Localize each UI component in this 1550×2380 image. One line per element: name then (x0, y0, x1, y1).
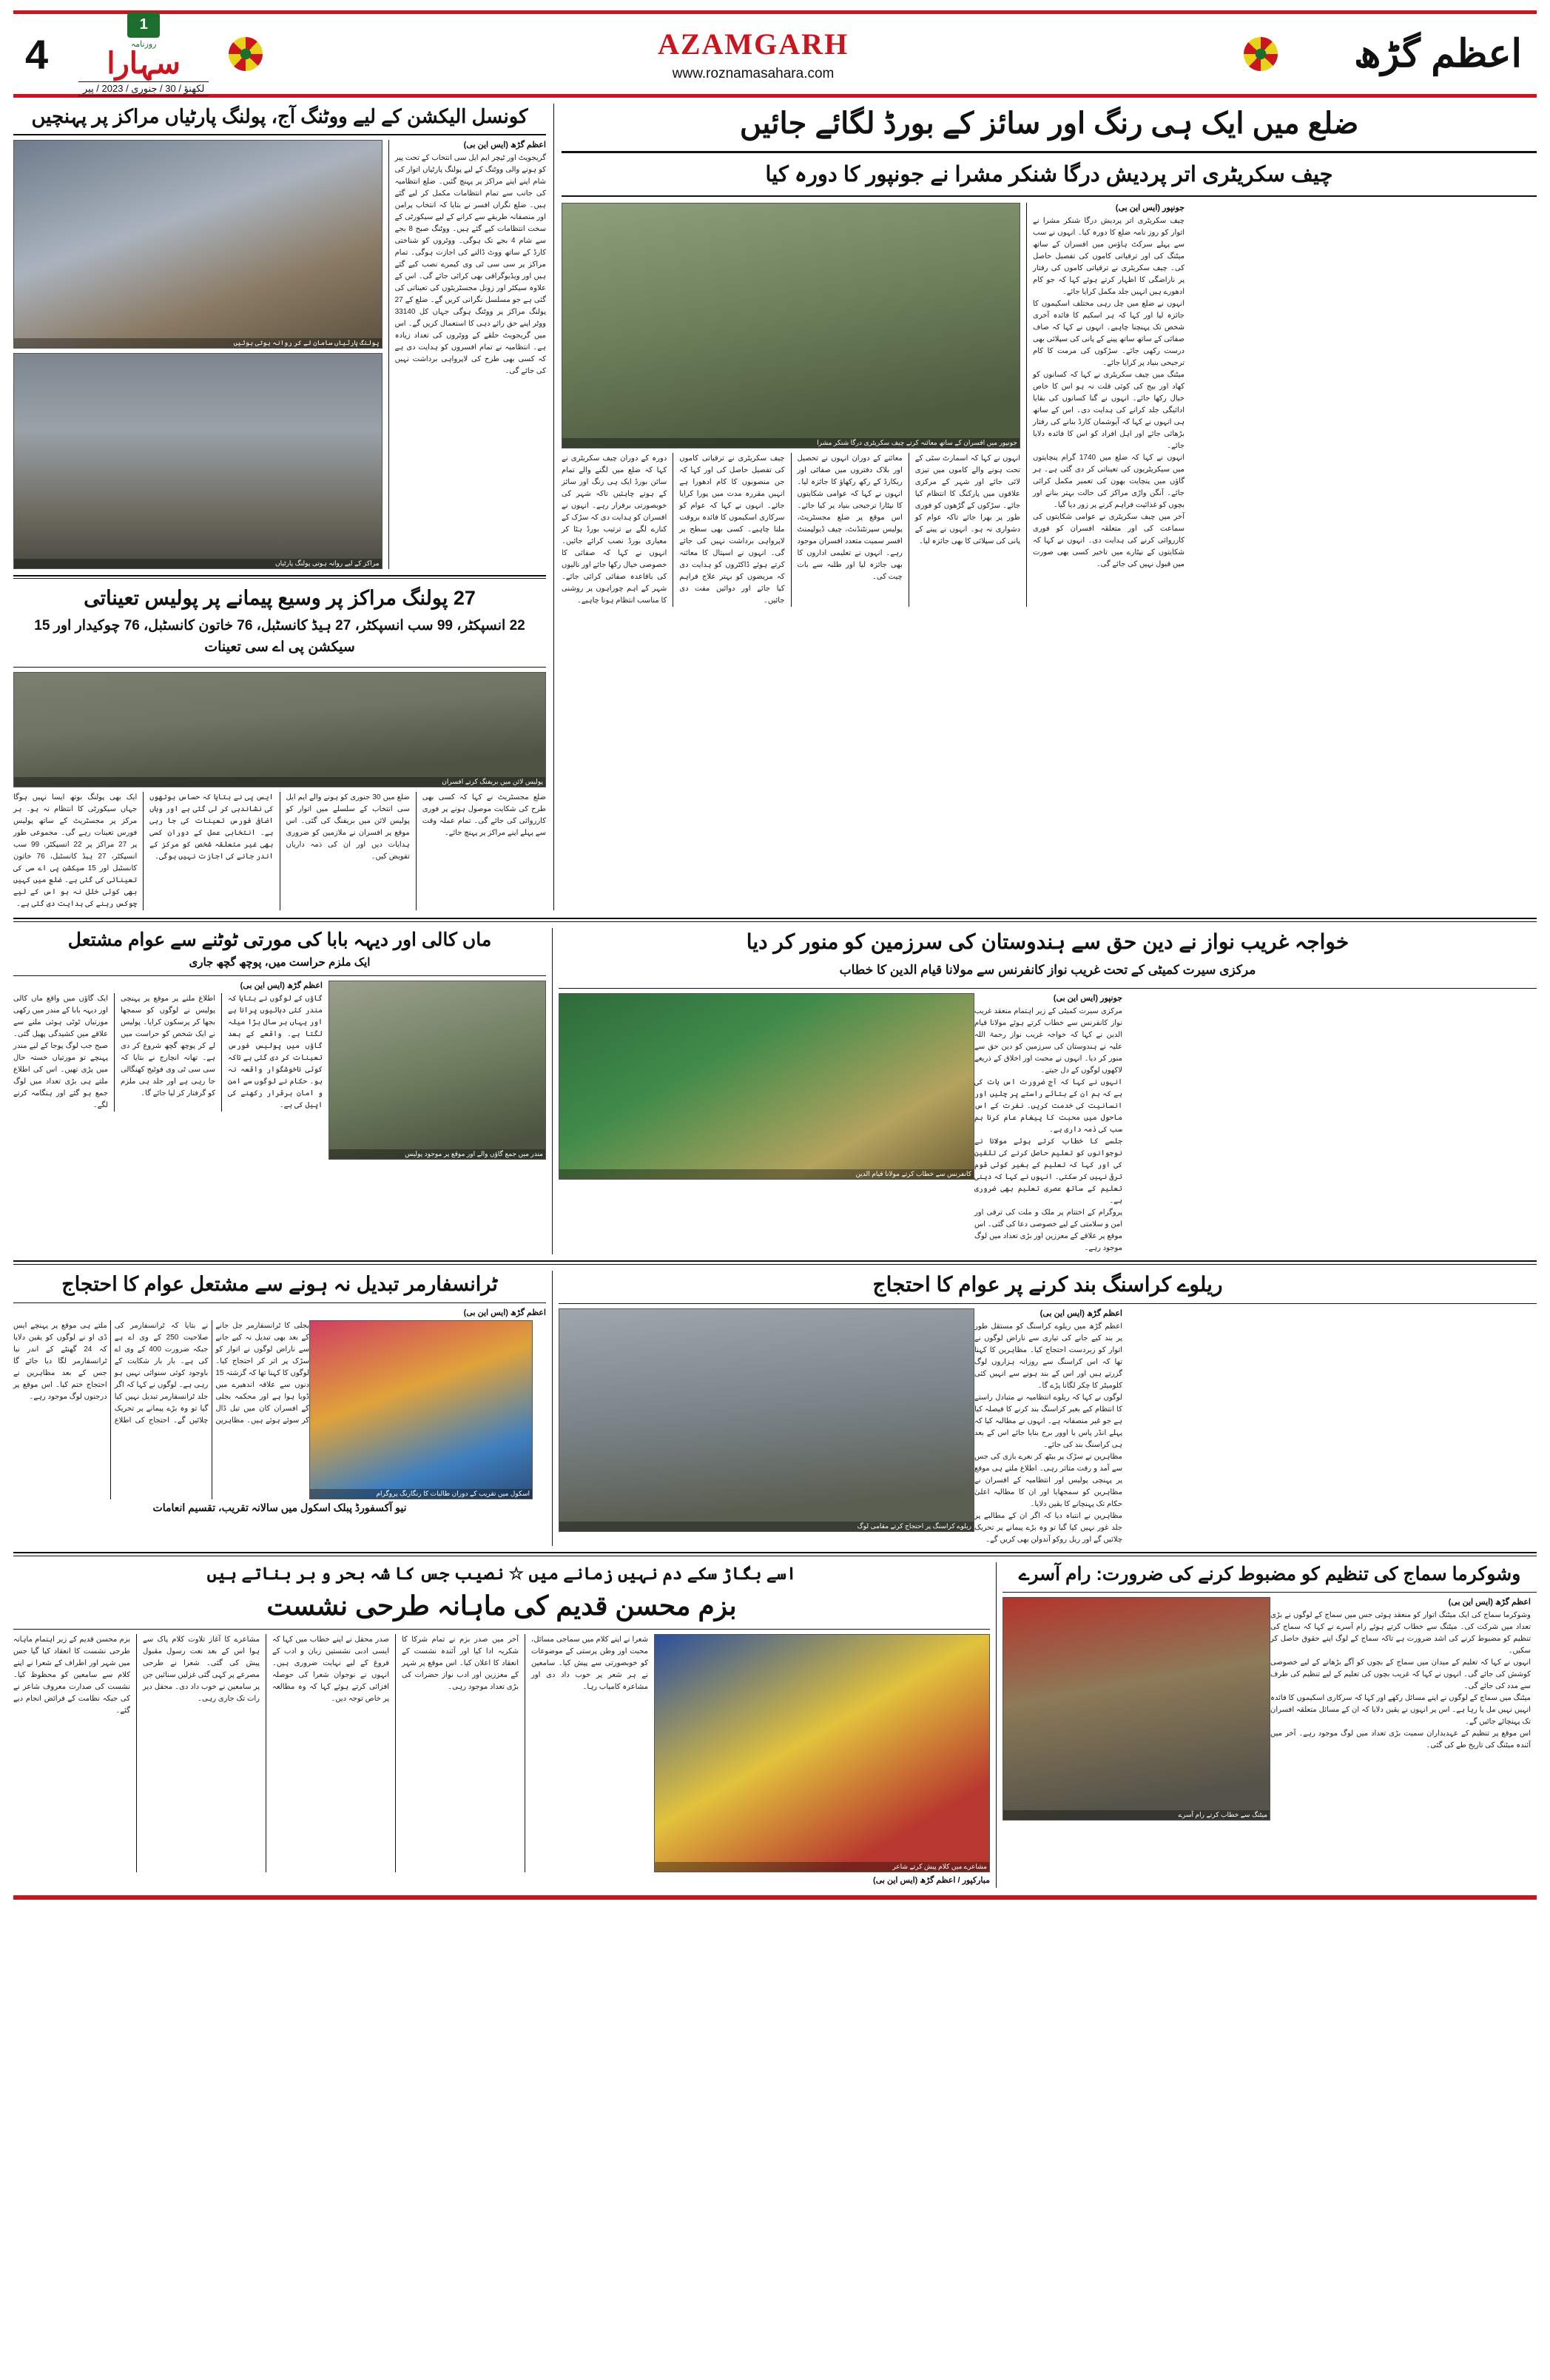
temple-body-c3: گاؤں کے لوگوں نے بتایا کہ مندر کئی دہائیوں پرانا ہے اور یہاں ہر سال بڑا میلہ لگتا ہے۔ واقعے کے بعد گاؤں میں پولیس فورس تعینات کر دی گئی ہے تاکہ کوئی ناخوشگوار واقعہ نہ ہو۔ حکام نے لوگوں سے امن و امان برقرار رکھنے کی اپیل کی ہے۔ (228, 994, 323, 1109)
divider (1003, 1592, 1537, 1593)
masthead-center (263, 27, 1244, 82)
railway-body-p4: مظاہرین نے انتباہ دیا کہ اگر ان کے مطالبے پر جلد غور نہیں کیا گیا تو وہ بڑے پیمانے پر تحریک چلائیں گے اور ریل روکو آندولن بھی کریں گے۔ (974, 1512, 1122, 1544)
subhead-police-deployment: 22 انسپکٹر، 99 سب انسپکٹر، 27 ہیڈ کانسٹبل، 76 خاتون کانسٹبل، 76 چوکیدار اور 15 سیکشن پی اے سی تعینات (34, 618, 525, 655)
column-divider (221, 993, 222, 1112)
khwaja-body-p3: جلسے کا خطاب کرتے ہوئے مولانا نے نوجوانوں کو تعلیم حاصل کرنے کی تلقین کی اور کہا کہ تعلیم کے بغیر کوئی قوم ترقی نہیں کر سکتی۔ انہوں نے کہا کہ دینی تعلیم کے ساتھ عصری تعلیم بھی ضروری ہے۔ (974, 1137, 1122, 1206)
section-row-3 (13, 1271, 1537, 1546)
photo-caption: پولنگ پارٹیاں سامان لے کر روانہ ہوتی ہوئیں (14, 338, 382, 348)
khwaja-story (559, 928, 1537, 1254)
headline-transformer: ٹرانسفارمر تبدیل نہ ہونے سے مشتعل عوام کا احتجاج (61, 1273, 498, 1296)
bazm-body-c4: آخر میں صدر بزم نے تمام شرکا کا شکریہ ادا کیا اور آئندہ نشست کے انعقاد کا اعلان کیا۔ اس موقع پر شہر کے معززین اور ادب نواز حضرات کی بڑی تعداد موجود رہی۔ (402, 1635, 519, 1691)
logo-top-text: روزنامہ (130, 39, 157, 49)
section-row-2 (13, 928, 1537, 1254)
byline: اعظم گڑھ (ایس این بی) (1039, 1309, 1122, 1319)
police-body-a: ایک بھی پولنگ بوتھ ایسا نہیں ہوگا جہاں سیکورٹی کا انتظام نہ ہو۔ ہر مرکز پر مجسٹریٹ کے ساتھ پولیس فورس تعینات رہے گی۔ مجموعی طور پر 27 مراکز پر 22 انسپکٹر، 99 سب انسپکٹر، 27 ہیڈ کانسٹبل، 76 خاتون کانسٹبل اور 15 سیکشن پی اے سی کی تعیناتی کی گئی ہے۔ ضلع میں کہیں بھی کوئی خلل نہ ہو اس کے لیے چوکس رہنے کی ہدایت دی گئی ہے۔ (13, 793, 138, 908)
railway-body-p2: لوگوں نے کہا کہ ریلوے انتظامیہ نے متبادل راستے کا انتظام کیے بغیر کراسنگ بند کرنے کا فیصلہ کیا ہے جو غیر منصفانہ ہے۔ انہوں نے مطالبہ کیا کہ پہلے انڈر پاس یا اوور برج بنایا جائے اس کے بعد ہی کراسنگ بند کی جائے۔ (974, 1394, 1122, 1450)
photo-mushaira (654, 1634, 990, 1872)
vishwakarma-story (1003, 1562, 1537, 1888)
right-narrow-column (1033, 203, 1185, 607)
subhead-khwaja: مرکزی سیرت کمیٹی کے تحت غریب نواز کانفرنس سے مولانا قیام الدین کا خطاب (839, 962, 1256, 977)
section-row-4 (13, 1562, 1537, 1888)
photo-polling-parties-2 (13, 353, 383, 569)
main-body-c3: معائنے کے دوران انہوں نے تحصیل اور بلاک دفتروں میں صفائی اور ریکارڈ کے رکھ رکھاؤ کا جائزہ لیا۔ انہوں نے کہا کہ عوامی شکایتوں کا نپٹارا ترجیحی بنیاد پر کیا جائے۔ اس موقع پر ضلع مجسٹریٹ، پولیس سپرنٹنڈنٹ، چیف ڈیولپمنٹ افسر سمیت متعدد افسران موجود رہے۔ انہوں نے تعلیمی اداروں کا بھی جائزہ لیا اور طلبہ سے بات چیت کی۔ (797, 454, 903, 582)
temple-body-c2: اطلاع ملنے پر موقع پر پہنچی پولیس نے لوگوں کو سمجھا بجھا کر پرسکون کرایا۔ پولیس نے ایک شخص کو حراست میں لے کر پوچھ گچھ شروع کر دی ہے۔ تھانہ انچارج نے بتایا کہ سی سی ٹی وی فوٹیج کھنگالی جا رہی ہے اور جلد ہی ملزم کو گرفتار کر لیا جائے گا۔ (121, 994, 215, 1097)
headline-school-function: نیو آکسفورڈ پبلک اسکول میں سالانہ تقریب، تقسیم انعامات (152, 1501, 407, 1513)
divider (13, 975, 546, 976)
khwaja-body-p1: مرکزی سیرت کمیٹی کے زیر اہتمام منعقد غریب نواز کانفرنس سے خطاب کرتے ہوئے مولانا قیام الدین نے کہا کہ خواجہ غریب نواز رحمۃ اللہ علیہ نے ہندوستان کی سرزمین کو دین حق سے منور کر دیا۔ انہوں نے محبت اور اخلاق کے ذریعے لاکھوں لوگوں کے دل جیتے۔ (974, 1007, 1122, 1075)
column-divider (114, 993, 115, 1112)
main-body-c1: دورہ کے دوران چیف سکریٹری نے کہا کہ ضلع میں لگنے والے تمام سائن بورڈ ایک ہی رنگ اور سائز کے ہونے چاہئیں تاکہ شہر کی خوبصورتی برقرار رہے۔ انہوں نے افسران کو ہدایت دی کہ سڑک کے کنارے لگے بے ترتیب بورڈ ہٹا کر معیاری بورڈ نصب کرائے جائیں۔ انہوں نے کہا کہ صفائی کا خصوصی خیال رکھا جائے اور نالیوں کی باقاعدہ صفائی کرائی جائے۔ شہر کے اہم چوراہوں پر روشنی کا مناسب انتظام ہونا چاہیے۔ (562, 454, 667, 605)
photo-vishwakarma-meeting (1003, 1597, 1270, 1821)
byline: اعظم گڑھ (ایس این بی) (240, 981, 323, 990)
right-body-p2: انہوں نے ضلع میں چل رہی مختلف اسکیموں کا جائزہ لیا اور کہا کہ ہر اسکیم کا فائدہ آخری شخص تک پہنچنا چاہیے۔ انہوں نے کہا کہ صاف صفائی کے ساتھ ساتھ پینے کے پانی کی سپلائی بھی درست رکھی جائے۔ سڑکوں کی مرمت کا کام ترجیحی بنیاد پر کرایا جائے۔ (1033, 300, 1185, 368)
kicker-temple-idols: ایک ملزم حراست میں، پوچھ گچھ جاری (189, 955, 371, 969)
vishwakarma-body-p2: انہوں نے کہا کہ تعلیم کے میدان میں سماج کے بچوں کو آگے بڑھانے کے لیے خصوصی کوشش کی جائے گی۔ انہوں نے کہا کہ غریب بچوں کی تعلیم کے لیے تنظیم کی طرف سے مدد کی جائے گی۔ (1270, 1658, 1531, 1690)
bazm-heading-block (13, 1562, 990, 1624)
temple-story (13, 928, 546, 1254)
bottom-rule (13, 1895, 1537, 1900)
divider (13, 1629, 990, 1630)
divider (559, 988, 1537, 989)
page-number: 4 (25, 30, 49, 78)
transformer-body: بجلی کا ٹرانسفارمر جل جانے کے بعد بھی تبدیل نہ کیے جانے سے ناراض لوگوں نے اتوار کو سڑک پر اتر کر احتجاج کیا۔ لوگوں کا کہنا تھا کہ گزشتہ 15 دنوں سے علاقہ اندھیرے میں ڈوبا ہوا ہے اور محکمہ بجلی کے افسران کان میں تیل ڈال کر سوئے ہوئے ہیں۔ مظاہرین نے بتایا کہ ٹرانسفارمر کی صلاحیت 250 کے وی اے ہے جبکہ ضرورت 400 کے وی اے کی ہے۔ بار بار شکایت کے باوجود کوئی سنوائی نہیں ہو رہی ہے۔ لوگوں نے کہا کہ اگر جلد ٹرانسفارمر تبدیل نہیں کیا گیا تو وہ بڑے پیمانے پر تحریک چلائیں گے۔ احتجاج کی اطلاع ملتے ہی موقع پر پہنچے ایس ڈی او نے لوگوں کو یقین دلایا کہ 24 گھنٹے کے اندر نیا ٹرانسفارمر لگا دیا جائے گا جس کے بعد مظاہرین نے احتجاج ختم کیا۔ اس موقع پر درجنوں لوگ موجود رہے۔ (13, 1321, 309, 1425)
railway-body-p1: اعظم گڑھ میں ریلوے کراسنگ کو مستقل طور پر بند کیے جانے کی تیاری سے ناراض لوگوں نے اتوار کو زبردست احتجاج کیا۔ مظاہرین کا کہنا تھا کہ اس کراسنگ سے روزانہ ہزاروں لوگ گزرتے ہیں اور اس کے بند ہونے سے انہیں کئی کلومیٹر کا چکر لگانا پڑے گا۔ (974, 1322, 1122, 1391)
right-body-p3: میٹنگ میں چیف سکریٹری نے کہا کہ کسانوں کو کھاد اور بیج کی کوئی قلت نہ ہو اس کا خاص خیال رکھا جائے۔ انہوں نے گنا کسانوں کی بقایا ادائیگی جلد کرانے کی ہدایت دی۔ اس کے ساتھ ہی انہوں نے کہا کہ آیوشمان کارڈ بنانے کی رفتار بڑھائی جائے اور اہل افراد کو اس کا فائدہ دلایا جائے۔ (1033, 371, 1185, 451)
vishwakarma-body-p3: میٹنگ میں سماج کے لوگوں نے اپنے مسائل رکھے اور کہا کہ سرکاری اسکیموں کا فائدہ انہیں نہیں مل پا رہا ہے۔ اس پر انہوں نے یقین دلایا کہ ان کے مسائل متعلقہ افسران تک پہنچائے جائیں گے۔ (1270, 1693, 1531, 1726)
right-body-p5: آخر میں چیف سکریٹری نے عوامی شکایتوں کی سماعت کی اور متعلقہ افسران کو فوری کارروائی کرنے کی ہدایت دی۔ انہوں نے کہا کہ شکایتوں کے نپٹارے میں تاخیر کسی بھی صورت میں قبول نہیں کی جائے گی۔ (1033, 513, 1185, 569)
khwaja-body-p4: پروگرام کے اختتام پر ملک و ملت کی ترقی اور امن و سلامتی کے لیے خصوصی دعا کی گئی۔ اس موقع پر علاقے کے معززین اور بڑی تعداد میں لوگ موجود رہے۔ (974, 1209, 1122, 1253)
headline-temple-idols: ماں کالی اور دیہہ بابا کی مورتی ٹوٹنے سے عوام مشتعل (67, 930, 492, 950)
byline: اعظم گڑھ (ایس این بی) (1448, 1597, 1531, 1607)
transformer-story (13, 1271, 546, 1546)
main-photo-block (562, 203, 1020, 607)
police-body-c: ضلع میں 30 جنوری کو ہونے والے ایم ایل سی انتخاب کے سلسلے میں اتوار کو پولیس لائن میں بریفنگ کی گئی۔ اس موقع پر افسران نے ملازمین کو ضروری ہدایات دیں اور ان کی ذمہ داریاں تفویض کیں۔ (286, 793, 410, 861)
section-divider (13, 1552, 1537, 1556)
right-body-p1: چیف سکریٹری اتر پردیش درگا شنکر مشرا نے اتوار کو روز نامہ ضلع کا دورہ کیا۔ انہوں نے سب سے پہلے سرکٹ ہاؤس میں افسران کے ساتھ میٹنگ کی اور ترقیاتی کاموں کی تفصیل حاصل کی۔ چیف سکریٹری نے ترقیاتی کاموں کی رفتار پر ناراضگی کا اظہار کرتے ہوئے کہا کہ جو کام ادھورے ہیں انہیں جلد مکمل کرایا جائے۔ (1033, 217, 1185, 297)
column-divider (552, 928, 553, 1254)
photo-caption: ریلوے کراسنگ پر احتجاج کرتے مقامی لوگ (559, 1522, 974, 1531)
headline-vishwakarma: وشوکرما سماج کی تنظیم کو مضبوط کرنے کی ضرورت: رام آسرے (1018, 1564, 1521, 1585)
column-divider (996, 1562, 997, 1888)
masthead (13, 10, 1537, 98)
main-body-c2: چیف سکریٹری نے ترقیاتی کاموں کی تفصیل حاصل کی اور کہا کہ جن منصوبوں کا کام ادھورا ہے انہیں مقررہ مدت میں پورا کرایا جائے۔ انہوں نے کہا کہ عوام کو سرکاری اسکیموں کا فائدہ بروقت ملنا چاہیے۔ کسی بھی سطح پر لاپرواہی برداشت نہیں کی جائے گی۔ انہوں نے اسپتال کا معائنہ کرتے ہوئے ڈاکٹروں کو ہدایت دی کہ مریضوں کو بہتر علاج فراہم کیا جائے اور دوائیں مفت دی جائیں۔ (679, 454, 785, 605)
flower-ornament-icon-left (229, 37, 263, 71)
photo-police-briefing (13, 672, 546, 787)
bazm-body-c2: مشاعرے کا آغاز تلاوت کلام پاک سے ہوا اس کے بعد نعت رسول مقبول پیش کی گئی۔ شعرا نے طرحی مصرعے پر کہی گئی غزلیں سنائیں جن پر سامعین نے خوب داد دی۔ محفل دیر رات تک جاری رہی۔ (143, 1635, 260, 1703)
photo-caption: کانفرنس سے خطاب کرتے مولانا قیام الدین (559, 1169, 974, 1179)
couplet-line: اسے بگاڑ سکے دم نہیں زمانے میں ☆ نصیب جس کا شہ بحر و بر بناتے ہیں (206, 1564, 797, 1584)
main-story-column (562, 104, 1537, 910)
vishwakarma-body-p4: اس موقع پر تنظیم کے عہدیداران سمیت بڑی تعداد میں لوگ موجود رہے۔ آخر میں آئندہ میٹنگ کی تاریخ طے کی گئی۔ (1270, 1729, 1531, 1749)
photo-caption: مراکز کے لیے روانہ ہوتی پولنگ پارٹیاں (14, 559, 382, 568)
article-body-polling: گریجویٹ اور ٹیچر ایم ایل سی انتخاب کے تحت پیر کو ہونے والی ووٹنگ کے لیے پولنگ پارٹیاں اتوار کی شام اپنے اپنے مراکز پر پہنچ گئیں۔ ضلع انتظامیہ کی جانب سے تمام انتظامات مکمل کر لیے گئے ہیں۔ ضلع نگراں افسر نے بتایا کہ انتخاب پرامن اور منصفانہ طریقے سے کرانے کے لیے سیکورٹی کے سخت انتظامات کیے گئے ہیں۔ ووٹنگ صبح 8 بجے سے شام 4 بجے تک ہوگی۔ ووٹروں کو شناختی کارڈ کے ساتھ ووٹ ڈالنے کی اجازت ہوگی۔ تمام مراکز پر سی سی ٹی وی کیمرے نصب کیے گئے ہیں اور ویڈیوگرافی بھی کرائی جائے گی۔ اس کے علاوہ سیکٹر اور زونل مجسٹریٹوں کی تعیناتی کی گئی ہے جو مسلسل نگرانی کریں گے۔ ضلع کے 27 پولنگ مراکز پر ووٹنگ ہوگی جہاں کل 33140 ووٹر اپنے حق رائے دہی کا استعمال کریں گے۔ اس میں گریجویٹ حلقے کے ووٹروں کی تعداد زیادہ ہے۔ انتظامیہ نے تمام افسروں کو ہدایت دی ہے کہ کسی بھی طرح کی لاپرواہی برداشت نہیں کی جائے گی۔ (394, 154, 546, 376)
logo-urdu-name: سہارا (107, 47, 181, 80)
byline: اعظم گڑھ (ایس این بی) (463, 141, 546, 150)
headline-police-deployment: 27 پولنگ مراکز پر وسیع پیمانے پر پولیس تعیناتی (84, 586, 476, 609)
photo-chief-secretary-visit (562, 203, 1020, 448)
right-body-p4: انہوں نے کہا کہ ضلع میں 1740 گرام پنچایتوں میں سیکریٹریوں کی تعیناتی کر دی گئی ہے۔ ہر گاؤں میں پنچایت بھون کی تعمیر مکمل کرائی جائے۔ آنگن واڑی مراکز کی حالت بہتر بنانے اور بچوں کو غذائیت فراہم کرنے پر زور دیا گیا۔ (1033, 454, 1185, 510)
bazm-body-c3: صدر محفل نے اپنے خطاب میں کہا کہ ایسی ادبی نشستیں زبان و ادب کے فروغ کے لیے نہایت ضروری ہیں۔ انہوں نے نوجوان شعرا کی حوصلہ افزائی کرتے ہوئے کہا کہ وہ مطالعہ پر خاص توجہ دیں۔ (272, 1635, 389, 1703)
main-body-c4: انہوں نے کہا کہ اسمارٹ سٹی کے تحت ہونے والے کاموں میں تیزی لائی جائے اور شہر کے مرکزی علاقوں میں پارکنگ کا انتظام کیا جائے۔ سڑکوں کے گڑھوں کو فوری طور پر بھرا جائے تاکہ عوام کو دشواری نہ ہو۔ انہوں نے پینے کے پانی کی سپلائی کا بھی جائزہ لیا۔ (914, 454, 1021, 546)
headline-bazm-mohsin-qadeem: بزم محسن قدیم کی ماہانہ طرحی نشست (266, 1590, 737, 1621)
bazm-story (13, 1562, 990, 1888)
divider (559, 1303, 1537, 1304)
section-divider (13, 1260, 1537, 1265)
police-body-b: ایس پی نے بتایا کہ حساس بوتھوں کی نشاندہی کر لی گئی ہے اور وہاں اضافی فورس تعینات کی جا رہی ہے۔ انتخابی عمل کے دوران کسی بھی غیر متعلقہ شخص کو مرکز کے اندر جانے کی اجازت نہیں ہوگی۔ (149, 793, 274, 861)
flower-ornament-icon-right (1244, 37, 1278, 71)
column-divider (395, 1634, 396, 1872)
top-section (13, 104, 1537, 910)
newspaper-logo (58, 13, 229, 96)
temple-body-c1: ایک گاؤں میں واقع ماں کالی اور دیہہ بابا کے مندر میں رکھی مورتیاں ٹوٹی ہوئی ملنے سے علاقے میں کشیدگی پھیل گئی۔ صبح جب لوگ پوجا کے لیے مندر پہنچے تو مورتیاں خستہ حال میں پڑی تھیں۔ اس کی اطلاع ملتے ہی بڑی تعداد میں لوگ جمع ہو گئے اور ہنگامہ کرنے لگے۔ (13, 994, 108, 1109)
photo-caption: پولیس لائن میں بریفنگ کرتے افسران (14, 777, 545, 787)
photo-caption: مشاعرے میں کلام پیش کرتے شاعر (655, 1862, 989, 1872)
divider (13, 1302, 546, 1303)
khwaja-body-p2: انہوں نے کہا کہ آج ضرورت اس بات کی ہے کہ ہم ان کے بتائے راستے پر چلیں اور انسانیت کی خدمت کریں۔ نفرت کے اس ماحول میں محبت کا پیغام عام کرنا ہم سب کی ذمہ داری ہے۔ (974, 1078, 1122, 1134)
logo-mark-icon: 1 (127, 13, 160, 38)
photo-caption: مندر میں جمع گاؤں والے اور موقع پر موجود پولیس (329, 1149, 545, 1159)
railway-body-p3: مظاہرین نے سڑک پر بیٹھ کر نعرے بازی کی جس سے آمد و رفت متاثر رہی۔ اطلاع ملتے ہی موقع پر پہنچی پولیس اور انتظامیہ کے افسران نے مظاہرین کو سمجھایا اور ان کا مطالبہ اعلیٰ حکام تک پہنچانے کا یقین دلایا۔ (974, 1453, 1122, 1509)
byline: جونپور (ایس این بی) (1053, 994, 1122, 1004)
logo-date: لکھنؤ / 30 / جنوری / 2023 / پیر (78, 81, 209, 96)
byline-bazm: مبارکپور / اعظم گڑھ (ایس این بی) (873, 1875, 990, 1885)
city-name-ur: اعظم گڑھ (1354, 33, 1522, 75)
column-divider (552, 1271, 553, 1546)
byline: اعظم گڑھ (ایس این بی) (463, 1308, 546, 1317)
photo-khwaja-conference (559, 993, 974, 1180)
photo-school-function (309, 1320, 533, 1499)
headline-polling-parties: کونسل الیکشن کے لیے ووٹنگ آج، پولنگ پارٹیاں مراکز پر پہنچیں (13, 104, 546, 135)
photo-railway-protest (559, 1308, 974, 1532)
city-name-en: AZAMGARH (657, 27, 849, 61)
photo-caption: جونپور میں افسران کے ساتھ معائنہ کرتے چیف سکریٹری درگا شنکر مشرا (562, 438, 1020, 448)
photo-temple-crowd (328, 981, 546, 1160)
byline: جونپور (ایس این بی) (1115, 204, 1185, 213)
column-divider (136, 1634, 137, 1872)
photo-polling-parties-1 (13, 140, 383, 349)
headline-khwaja: خواجہ غریب نواز نے دین حق سے ہندوستان کی سرزمین کو منور کر دیا (746, 930, 1349, 953)
headline-signboards: ضلع میں ایک ہی رنگ اور سائز کے بورڈ لگائے جائیں (562, 104, 1537, 153)
police-body-d: ضلع مجسٹریٹ نے کہا کہ کسی بھی طرح کی شکایت موصول ہونے پر فوری کارروائی کی جائے گی۔ تمام عملہ وقت سے پہلے اپنے مراکز پر پہنچ جائے۔ (422, 793, 546, 837)
vishwakarma-body-p1: وشوکرما سماج کی ایک میٹنگ اتوار کو منعقد ہوئی جس میں سماج کے لوگوں نے بڑی تعداد میں شرکت کی۔ میٹنگ سے خطاب کرتے ہوئے رام آسرے نے کہا کہ سماج کی تنظیم کو مضبوط کرنے کی اشد ضرورت ہے تاکہ سماج کے لوگ اپنے حقوق حاصل کر سکیں۔ (1270, 1610, 1531, 1655)
railway-story (559, 1271, 1537, 1546)
left-column (13, 104, 546, 910)
bazm-body-c5: شعرا نے اپنے کلام میں سماجی مسائل، محبت اور وطن پرستی کے موضوعات کو خوبصورتی سے پیش کیا۔ سامعین نے ہر شعر پر خوب داد دی اور مشاعرہ کامیاب رہا۔ (531, 1635, 648, 1691)
bazm-body-c1: بزم محسن قدیم کے زیر اہتمام ماہانہ طرحی نشست کا انعقاد کیا گیا جس میں شہر اور اطراف کے شعرا نے اپنے کلام سے سامعین کو محظوظ کیا۔ نشست کی صدارت معروف شاعر نے کی جبکہ نظامت کے فرائض انجام دیے گئے۔ (13, 1635, 130, 1715)
subhead-chief-secretary: چیف سکریٹری اتر پردیش درگا شنکر مشرا نے جونپور کا دورہ کیا (562, 161, 1537, 197)
website-url[interactable]: www.roznamasahara.com (672, 65, 835, 81)
photo-caption: اسکول میں تقریب کے دوران طالبات کا رنگارنگ پروگرام (310, 1489, 532, 1499)
photo-caption: میٹنگ سے خطاب کرتے رام آسرے (1003, 1810, 1270, 1820)
headline-railway-crossing: ریلوے کراسنگ بند کرنے پر عوام کا احتجاج (872, 1273, 1223, 1297)
